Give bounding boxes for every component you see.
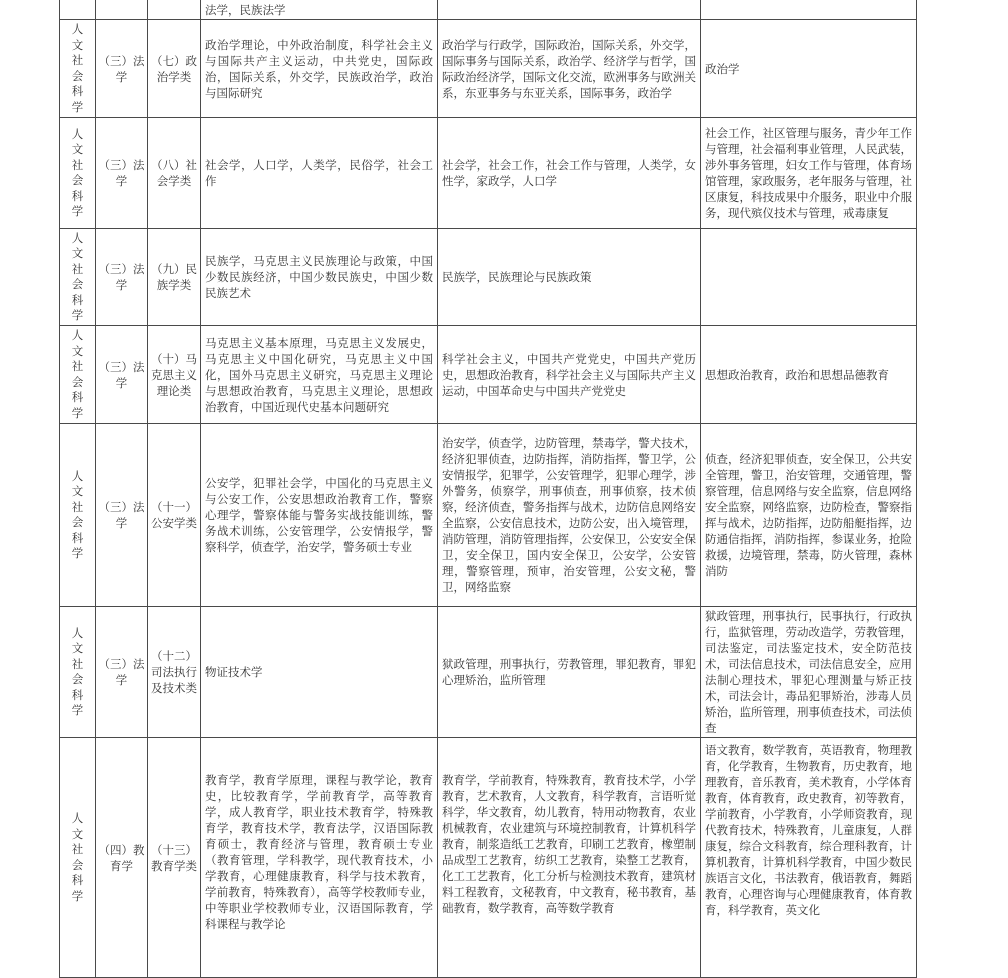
table-row (60, 229, 917, 326)
graduate-majors-text: 法学，民族法学 (205, 3, 286, 17)
category-cell (60, 0, 96, 20)
category-cell (60, 738, 96, 978)
category-cell (60, 118, 96, 229)
category-text: 人文社会科学 (71, 230, 84, 322)
vocational-majors-cell (701, 0, 917, 20)
undergraduate-majors-cell: 政治学与行政学，国际政治，国际关系，外交学，国际事务与国际关系，政治学、经济学与哲学，国际政治经济学，国际文化交流，欧洲事务与欧洲关系，东亚事务与东亚关系，国际事务，政治学 (438, 20, 701, 118)
vocational-majors-cell: 思想政治教育，政治和思想品德教育 (701, 326, 917, 424)
group-cell: （十三）教育学类 (148, 738, 201, 978)
group-cell: （十一）公安学类 (148, 424, 201, 607)
graduate-majors-cell: 民族学，马克思主义民族理论与政策，中国少数民族经济，中国少数民族史，中国少数民族艺术 (201, 229, 438, 326)
table-row (60, 20, 917, 118)
graduate-majors-cell: 政治学理论，中外政治制度，科学社会主义与国际共产主义运动，中共党史，国际政治，国际关系，外交学，民族政治学，政治与国际研究 (201, 20, 438, 118)
vocational-majors-cell (701, 738, 917, 978)
table-row (60, 424, 917, 607)
undergraduate-majors-cell: 科学社会主义，中国共产党党史，中国共产党历史，思想政治教育，科学社会主义与国际共产主义运动，中国革命史与中国共产党党史 (438, 326, 701, 424)
undergraduate-majors-cell (438, 738, 701, 978)
group-cell: （九）民族学类 (148, 229, 201, 326)
graduate-majors-text: 教育学，教育学原理，课程与教学论，教育史，比较教育学，学前教育学，高等教育学，成人教育学，职业技术教育学，特殊教育学，教育技术学，教育法学，汉语国际教育硕士，教育经济与管理，教育硕士专业（教育管理，学科教学，现代教育技术，小学教育，心理健康教育，科学与技术教育，学前教育，特殊教育），高等学校教师专业，中等职业学校教师专业，汉语国际教育，学科课程与教学论 (205, 773, 433, 931)
graduate-majors-cell: 物证技术学 (201, 607, 438, 738)
category-text: 人文社会科学 (71, 811, 84, 903)
discipline-cell: （三）法学 (96, 118, 148, 229)
graduate-majors-cell: 公安学，犯罪社会学，中国化的马克思主义与公安工作，公安思想政治教育工作，警察心理学，警察体能与警务实战技能训练，警务战术训练，公安管理学，公安情报学，警察科学，侦查学，治安学，警务硕士专业 (201, 424, 438, 607)
discipline-cell: （三）法学 (96, 424, 148, 607)
category-text: 人文社会科学 (71, 22, 84, 114)
discipline-cell: （三）法学 (96, 607, 148, 738)
undergraduate-majors-cell: 狱政管理，刑事执行，劳教管理，罪犯教育，罪犯心理矫治，监所管理 (438, 607, 701, 738)
graduate-majors-cell: 社会学，人口学，人类学，民俗学，社会工作 (201, 118, 438, 229)
graduate-majors-cell: 马克思主义基本原理，马克思主义发展史，马克思主义中国化研究，马克思主义中国化，国外马克思主义研究，马克思主义理论与思想政治教育，马克思主义理论，思想政治教育，中国近现代史基本问题研究 (201, 326, 438, 424)
table-row (60, 118, 917, 229)
undergraduate-majors-text: 教育学，学前教育，特殊教育，教育技术学，小学教育，艺术教育，人文教育，科学教育，言语听觉科学，华文教育，幼儿教育，特用动物教育，农业机械教育，农业建筑与环境控制教育，计算机科学教育，制浆造纸工艺教育，印刷工艺教育，橡塑制品成型工艺教育，纺织工艺教育，染整工艺教育，化工工艺教育，化工分析与检测技术教育，建筑材料工程教育，文秘教育，中文教育，秘书教育，基础教育，数学教育，高等数学教育 (442, 773, 696, 915)
table-row (60, 738, 917, 978)
vocational-majors-cell (701, 229, 917, 326)
table-row (60, 607, 917, 738)
group-cell (148, 0, 201, 20)
group-cell: （十）马克思主义理论类 (148, 326, 201, 424)
discipline-cell: （四）教育学 (96, 738, 148, 978)
discipline-cell (96, 0, 148, 20)
vocational-majors-cell: 社会工作，社区管理与服务，青少年工作与管理，社会福利事业管理，人民武装，涉外事务管理，妇女工作与管理，体育场馆管理，家政服务，老年服务与管理，社区康复，科技成果中介服务，职业中介服务，现代殡仪技术与管理，戒毒康复 (701, 118, 917, 229)
graduate-majors-cell (201, 738, 438, 978)
category-cell (60, 607, 96, 738)
table-row (60, 326, 917, 424)
group-cell: （七）政治学类 (148, 20, 201, 118)
undergraduate-majors-cell: 治安学，侦查学，边防管理，禁毒学，警犬技术，经济犯罪侦查，边防指挥，消防指挥，警卫学，公安情报学，犯罪学，公安管理学，犯罪心理学，涉外警务，侦察学，刑事侦查，刑事侦察，技术侦察，经济侦查，警务指挥与战术，边防信息网络安全监察，公安信息技术，边防公安，出入境管理，消防管理，消防管理指挥，公安保卫，公安安全保卫，安全保卫，国内安全保卫，公安学，公安管理，警察管理，预审，治安管理，公安文秘，警卫，网络监察 (438, 424, 701, 607)
graduate-majors-cell (201, 0, 438, 20)
group-cell: （八）社会学类 (148, 118, 201, 229)
category-cell (60, 20, 96, 118)
vocational-majors-cell: 侦查，经济犯罪侦查，安全保卫，公共安全管理，警卫，治安管理，交通管理，警察管理，信息网络与安全监察，信息网络安全监察，网络监察，边防检查，警察指挥与战术，边防指挥，边防船艇指挥，边防通信指挥，消防指挥，参谋业务，抢险救援，边境管理，禁毒，防火管理，森林消防 (701, 424, 917, 607)
category-cell (60, 229, 96, 326)
category-text: 人文社会科学 (71, 625, 84, 717)
discipline-cell: （三）法学 (96, 20, 148, 118)
vocational-majors-cell: 狱政管理，刑事执行，民事执行，行政执行，监狱管理，劳动改造学，劳教管理，司法鉴定，司法鉴定技术，安全防范技术，司法信息技术，司法信息安全，应用法制心理技术，罪犯心理测量与矫正技术，司法会计，毒品犯罪矫治，涉毒人员矫治，监所管理，刑事侦查技术，司法侦查 (701, 607, 917, 738)
undergraduate-majors-cell: 社会学，社会工作，社会工作与管理，人类学，女性学，家政学，人口学 (438, 118, 701, 229)
vocational-majors-text: 语文教育，数学教育，英语教育，物理教育，化学教育，生物教育，历史教育，地理教育，音乐教育，美术教育，小学体育教育，体育教育，政史教育，初等教育，学前教育，小学教育，小学师资教育，现代教育技术，特殊教育，儿童康复，人群康复，综合文科教育，综合理科教育，计算机教育，计算机科学教育，中国少数民族语言文化，书法教育，俄语教育，舞蹈教育，心理咨询与心理健康教育，体育教育，科学教育，英文化 (705, 743, 912, 917)
discipline-cell: （三）法学 (96, 326, 148, 424)
category-text: 人文社会科学 (71, 328, 84, 420)
category-text: 人文社会科学 (71, 126, 84, 218)
category-cell (60, 424, 96, 607)
undergraduate-majors-cell: 民族学，民族理论与民族政策 (438, 229, 701, 326)
undergraduate-majors-cell (438, 0, 701, 20)
group-cell: （十二）司法执行及技术类 (148, 607, 201, 738)
major-catalog-table (59, 0, 917, 978)
table-row-partial-top (60, 0, 917, 20)
discipline-cell: （三）法学 (96, 229, 148, 326)
category-text: 人文社会科学 (71, 468, 84, 560)
vocational-majors-cell: 政治学 (701, 20, 917, 118)
category-cell (60, 326, 96, 424)
